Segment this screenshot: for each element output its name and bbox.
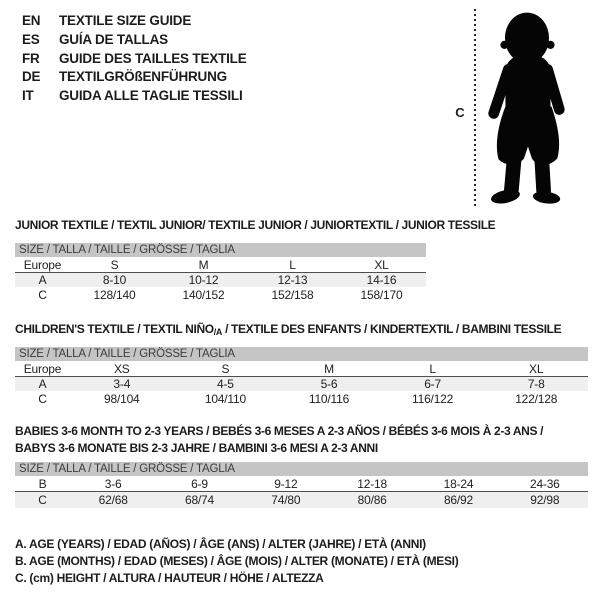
table-cell: L bbox=[248, 257, 337, 273]
table-cell: 7-8 bbox=[484, 377, 588, 392]
table-cell: 116/122 bbox=[412, 392, 454, 406]
legend-line-b: B. AGE (MONTHS) / EDAD (MESES) / ÂGE (MOIS) / ALTER (MONATE) / ETÀ (MESI) bbox=[15, 554, 459, 569]
table-cell: XL bbox=[337, 257, 426, 273]
row-label: C bbox=[38, 392, 47, 406]
table-cell: XL bbox=[484, 361, 588, 377]
table-cell: 122/128 bbox=[515, 392, 558, 406]
height-measure-label: C bbox=[455, 105, 465, 120]
row-label: Europe bbox=[15, 257, 70, 273]
table-cell: XS bbox=[70, 361, 174, 377]
table-cell: 9-12 bbox=[243, 476, 329, 492]
lang-row-en bbox=[22, 12, 247, 31]
size-header-label: SIZE / TALLA / TAILLE / GRÖSSE / TAGLIA bbox=[15, 347, 588, 361]
table-cell: L bbox=[381, 361, 485, 377]
table-cell: 3-6 bbox=[70, 476, 156, 492]
title-part-subscript: /A bbox=[213, 327, 223, 337]
table-cell: 8-10 bbox=[70, 273, 159, 288]
table-cell: 18-24 bbox=[415, 476, 501, 492]
lang-code: FR bbox=[22, 50, 40, 66]
table-cell: 68/74 bbox=[156, 492, 242, 509]
measurement-legend bbox=[15, 536, 458, 588]
row-label: B bbox=[15, 476, 70, 492]
table-row-a bbox=[15, 273, 426, 288]
size-header-bar bbox=[15, 462, 588, 476]
table-cell: 6-9 bbox=[156, 476, 242, 492]
table-cell: 104/110 bbox=[204, 392, 246, 406]
table-cell: 5-6 bbox=[277, 377, 381, 392]
table-cell: 62/68 bbox=[70, 492, 156, 509]
table-cell: 152/158 bbox=[271, 288, 314, 302]
table-cell: 98/104 bbox=[104, 392, 140, 406]
children-table-title bbox=[15, 321, 561, 341]
row-label: A bbox=[15, 377, 70, 392]
size-header-label: SIZE / TALLA / TAILLE / GRÖSSE / TAGLIA bbox=[15, 462, 588, 476]
table-cell: 6-7 bbox=[381, 377, 485, 392]
babies-title-line-1: BABIES 3-6 MONTH TO 2-3 YEARS / BEBÉS 3-6 MESES A 2-3 AÑOS / BÉBÉS 3-6 MOIS À 2-3 ANS / bbox=[15, 424, 544, 438]
lang-label: GUÍA DE TALLAS bbox=[59, 31, 168, 47]
table-cell: S bbox=[174, 361, 278, 377]
table-cell: M bbox=[159, 257, 248, 273]
language-list bbox=[22, 12, 247, 106]
table-row-europe bbox=[15, 361, 588, 377]
legend-line-c: C. (cm) HEIGHT / ALTURA / HAUTEUR / HÖHE / ALTEZZA bbox=[15, 571, 324, 586]
table-cell: 10-12 bbox=[159, 273, 248, 288]
lang-code: ES bbox=[22, 31, 40, 47]
row-label: A bbox=[15, 273, 70, 288]
table-cell: 3-4 bbox=[70, 377, 174, 392]
row-label: C bbox=[38, 288, 47, 302]
lang-row-fr bbox=[22, 50, 247, 69]
table-cell: 140/152 bbox=[182, 288, 225, 302]
table-cell: 74/80 bbox=[243, 492, 329, 509]
table-cell: 24-36 bbox=[502, 476, 588, 492]
table-cell: 12-13 bbox=[248, 273, 337, 288]
table-row-c bbox=[15, 492, 588, 509]
lang-label: TEXTILE SIZE GUIDE bbox=[59, 13, 192, 28]
table-row-c bbox=[15, 391, 588, 407]
junior-size-table bbox=[15, 243, 426, 303]
lang-row-it bbox=[22, 87, 247, 106]
row-label: Europe bbox=[15, 361, 70, 377]
row-label: C bbox=[15, 492, 70, 509]
lang-row-es bbox=[22, 31, 247, 50]
table-row-a bbox=[15, 377, 588, 392]
table-cell: 158/170 bbox=[360, 288, 403, 302]
babies-table-title bbox=[15, 423, 543, 456]
height-measure-dashed-line bbox=[474, 9, 476, 209]
table-cell: 86/92 bbox=[415, 492, 501, 509]
table-cell: 80/86 bbox=[329, 492, 415, 509]
lang-code: EN bbox=[22, 13, 41, 28]
title-part: CHILDREN'S TEXTILE / TEXTIL NIÑO bbox=[15, 322, 214, 336]
children-size-table bbox=[15, 347, 588, 407]
title-part: / TEXTILE DES ENFANTS / KINDERTEXTIL / BAMBINI TESSILE bbox=[222, 322, 562, 336]
babies-size-table bbox=[15, 462, 588, 508]
lang-label: GUIDA ALLE TAGLIE TESSILI bbox=[59, 88, 243, 104]
lang-label: TEXTILGRÖßENFÜHRUNG bbox=[59, 69, 227, 85]
table-row-b bbox=[15, 476, 588, 492]
table-cell: 4-5 bbox=[174, 377, 278, 392]
baby-silhouette-image bbox=[480, 10, 573, 207]
table-cell: S bbox=[70, 257, 159, 273]
table-cell: 12-18 bbox=[329, 476, 415, 492]
table-row-europe bbox=[15, 257, 426, 273]
table-cell: 110/116 bbox=[308, 392, 350, 406]
table-cell: 92/98 bbox=[502, 492, 588, 509]
table-row-c bbox=[15, 287, 426, 303]
legend-line-a: A. AGE (YEARS) / EDAD (AÑOS) / ÂGE (ANS) / ALTER (JAHRE) / ETÀ (ANNI) bbox=[15, 537, 426, 551]
babies-title-line-2: BABYS 3-6 MONATE BIS 2-3 JAHRE / BAMBINI 3-6 MESI A 2-3 ANNI bbox=[15, 440, 378, 455]
table-cell: M bbox=[277, 361, 381, 377]
table-cell: 128/140 bbox=[93, 288, 136, 302]
table-cell: 14-16 bbox=[337, 273, 426, 288]
junior-table-title: JUNIOR TEXTILE / TEXTIL JUNIOR/ TEXTILE JUNIOR / JUNIORTEXTIL / JUNIOR TESSILE bbox=[15, 218, 496, 232]
lang-code: DE bbox=[22, 69, 41, 85]
lang-row-de bbox=[22, 68, 247, 87]
size-header-bar bbox=[15, 347, 588, 361]
lang-code: IT bbox=[22, 88, 34, 104]
size-header-label: SIZE / TALLA / TAILLE / GRÖSSE / TAGLIA bbox=[15, 243, 426, 257]
size-header-bar bbox=[15, 243, 426, 257]
lang-label: GUIDE DES TAILLES TEXTILE bbox=[59, 50, 247, 66]
